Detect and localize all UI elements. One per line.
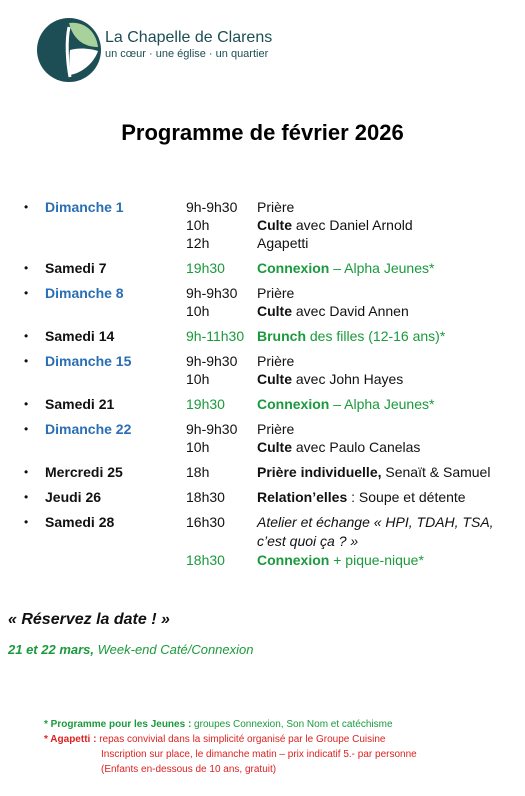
note-agapetti-line3: (Enfants en-dessous de 10 ans, gratuit) [101, 764, 277, 775]
schedule-entry [0, 488, 525, 506]
schedule-description [257, 488, 466, 506]
schedule-entry [0, 420, 525, 456]
schedule-line [0, 370, 525, 388]
schedule-event-text: Prière [257, 199, 295, 215]
schedule-entry [0, 259, 525, 277]
schedule-description [257, 551, 424, 569]
schedule-time: 19h30 [186, 396, 225, 412]
schedule-entry [0, 198, 525, 252]
schedule-time: 10h [186, 303, 210, 319]
bullet-icon: • [24, 490, 29, 504]
schedule-line [0, 352, 525, 370]
schedule-entry [0, 513, 525, 569]
schedule-day: Samedi 7 [45, 260, 107, 276]
schedule-day: Mercredi 25 [45, 464, 123, 480]
schedule-event-text: avec Daniel Arnold [292, 217, 413, 233]
schedule-day: Dimanche 1 [45, 199, 124, 215]
schedule-event-name: Connexion [257, 552, 330, 568]
schedule-description [257, 395, 434, 413]
schedule-line [0, 284, 525, 302]
schedule-event-text: – Alpha Jeunes* [329, 396, 435, 412]
schedule-line [0, 438, 525, 456]
note-agapetti-line2: Inscription sur place, le dimanche matin – prix indicatif 5.- par personne [101, 749, 417, 760]
schedule-time: 12h [186, 235, 210, 251]
schedule-line [0, 488, 525, 506]
schedule-description [257, 216, 413, 234]
schedule-line [0, 420, 525, 438]
schedule-line [0, 551, 525, 569]
schedule-description [257, 302, 409, 320]
schedule-event-name: Culte [257, 217, 292, 233]
schedule-event-text: Prière [257, 353, 295, 369]
schedule-description [257, 420, 294, 438]
schedule-event-name: Culte [257, 371, 292, 387]
schedule-event-text: avec David Annen [292, 303, 409, 319]
schedule-entry [0, 463, 525, 481]
header [36, 17, 296, 83]
schedule-time: 9h-9h30 [186, 199, 238, 215]
schedule-event-text: Agapetti [257, 235, 309, 251]
bullet-icon: • [24, 200, 29, 214]
schedule-line [0, 302, 525, 320]
schedule-event-text: Prière [257, 285, 295, 301]
schedule-event-text: + pique-nique* [329, 552, 424, 568]
schedule-line [0, 216, 525, 234]
footnotes [44, 717, 417, 777]
reserve-detail [8, 642, 253, 657]
reserve-event: Week-end Caté/Connexion [94, 642, 254, 657]
schedule-description [257, 284, 294, 302]
schedule-time: 18h30 [186, 489, 225, 505]
schedule-event-text: des filles (12-16 ans)* [306, 328, 446, 344]
schedule-line [0, 234, 525, 252]
schedule-day: Dimanche 15 [45, 353, 132, 369]
schedule-description [257, 463, 490, 481]
bullet-icon: • [24, 354, 29, 368]
schedule-line [0, 198, 525, 216]
schedule-day: Dimanche 22 [45, 421, 132, 437]
schedule-event-name: Relation’elles [257, 489, 348, 505]
note-agapetti-text: repas convivial dans la simplicité organisé par le Groupe Cuisine [96, 734, 386, 745]
schedule-time: 9h-9h30 [186, 421, 238, 437]
schedule-event-name: Culte [257, 439, 292, 455]
schedule-time: 10h [186, 371, 210, 387]
schedule-time: 9h-11h30 [186, 328, 245, 344]
schedule-day: Samedi 21 [45, 396, 115, 412]
note-agapetti-label: * Agapetti : [44, 734, 97, 745]
schedule-time: 10h [186, 439, 210, 455]
schedule-time: 16h30 [186, 514, 225, 530]
brand-name [105, 29, 272, 47]
schedule-day: Samedi 28 [45, 514, 115, 530]
note-agapetti [44, 732, 417, 747]
bullet-icon: • [24, 286, 29, 300]
brand-name-main: La Chapelle [105, 29, 191, 46]
schedule-description [257, 370, 403, 388]
schedule-description [257, 513, 515, 551]
schedule-event-text: Prière [257, 421, 295, 437]
reserve-heading: « Réservez la date ! » [8, 611, 170, 628]
bullet-icon: • [24, 465, 29, 479]
schedule-time: 10h [186, 217, 210, 233]
schedule-description [257, 234, 308, 252]
note-youth-label: * Programme pour les Jeunes : [44, 719, 192, 730]
schedule-line [0, 327, 525, 345]
schedule-entry [0, 395, 525, 413]
schedule-line [0, 513, 525, 551]
schedule-time: 19h30 [186, 260, 225, 276]
reserve-dates: 21 et 22 mars, [8, 642, 95, 657]
schedule-event-text: Senaït & Samuel [381, 464, 491, 480]
schedule-event-text: avec Paulo Canelas [292, 439, 421, 455]
bullet-icon: • [24, 261, 29, 275]
schedule-time: 9h-9h30 [186, 285, 238, 301]
schedule-line [0, 463, 525, 481]
schedule-event-name: Prière individuelle, [257, 464, 382, 480]
schedule-time: 18h [186, 464, 210, 480]
schedule-event-text: Atelier et échange « HPI, TDAH, TSA, c’est quoi ça ? » [257, 514, 494, 549]
bullet-icon: • [24, 422, 29, 436]
schedule-event-name: Brunch [257, 328, 306, 344]
schedule-line [0, 395, 525, 413]
schedule-event-name: Connexion [257, 396, 330, 412]
schedule-event-text: : Soupe et détente [347, 489, 466, 505]
schedule-time: 18h30 [186, 552, 225, 568]
bullet-icon: • [24, 329, 29, 343]
schedule-day: Dimanche 8 [45, 285, 124, 301]
note-youth [44, 717, 417, 732]
schedule-description [257, 198, 294, 216]
schedule-event-text: avec John Hayes [292, 371, 404, 387]
brand-tagline: un cœur · une église · un quartier [105, 48, 269, 60]
schedule-entry [0, 284, 525, 320]
schedule-description [257, 352, 294, 370]
page-title: Programme de février 2026 [121, 120, 404, 145]
schedule [0, 198, 525, 569]
brand [105, 29, 272, 60]
schedule-description [257, 259, 434, 277]
chapel-logo-icon [36, 17, 102, 83]
schedule-day: Jeudi 26 [45, 489, 102, 505]
schedule-entry [0, 327, 525, 345]
schedule-entry [0, 352, 525, 388]
bullet-icon: • [24, 515, 29, 529]
schedule-day: Samedi 14 [45, 328, 115, 344]
schedule-description [257, 327, 445, 345]
schedule-event-name: Culte [257, 303, 292, 319]
note-youth-text: groupes Connexion, Son Nom et catéchisme [191, 719, 393, 730]
bullet-icon: • [24, 397, 29, 411]
schedule-description [257, 438, 420, 456]
schedule-line [0, 259, 525, 277]
schedule-event-name: Connexion [257, 260, 330, 276]
schedule-time: 9h-9h30 [186, 353, 238, 369]
schedule-event-text: – Alpha Jeunes* [329, 260, 435, 276]
brand-name-suffix: de Clarens [190, 29, 273, 46]
